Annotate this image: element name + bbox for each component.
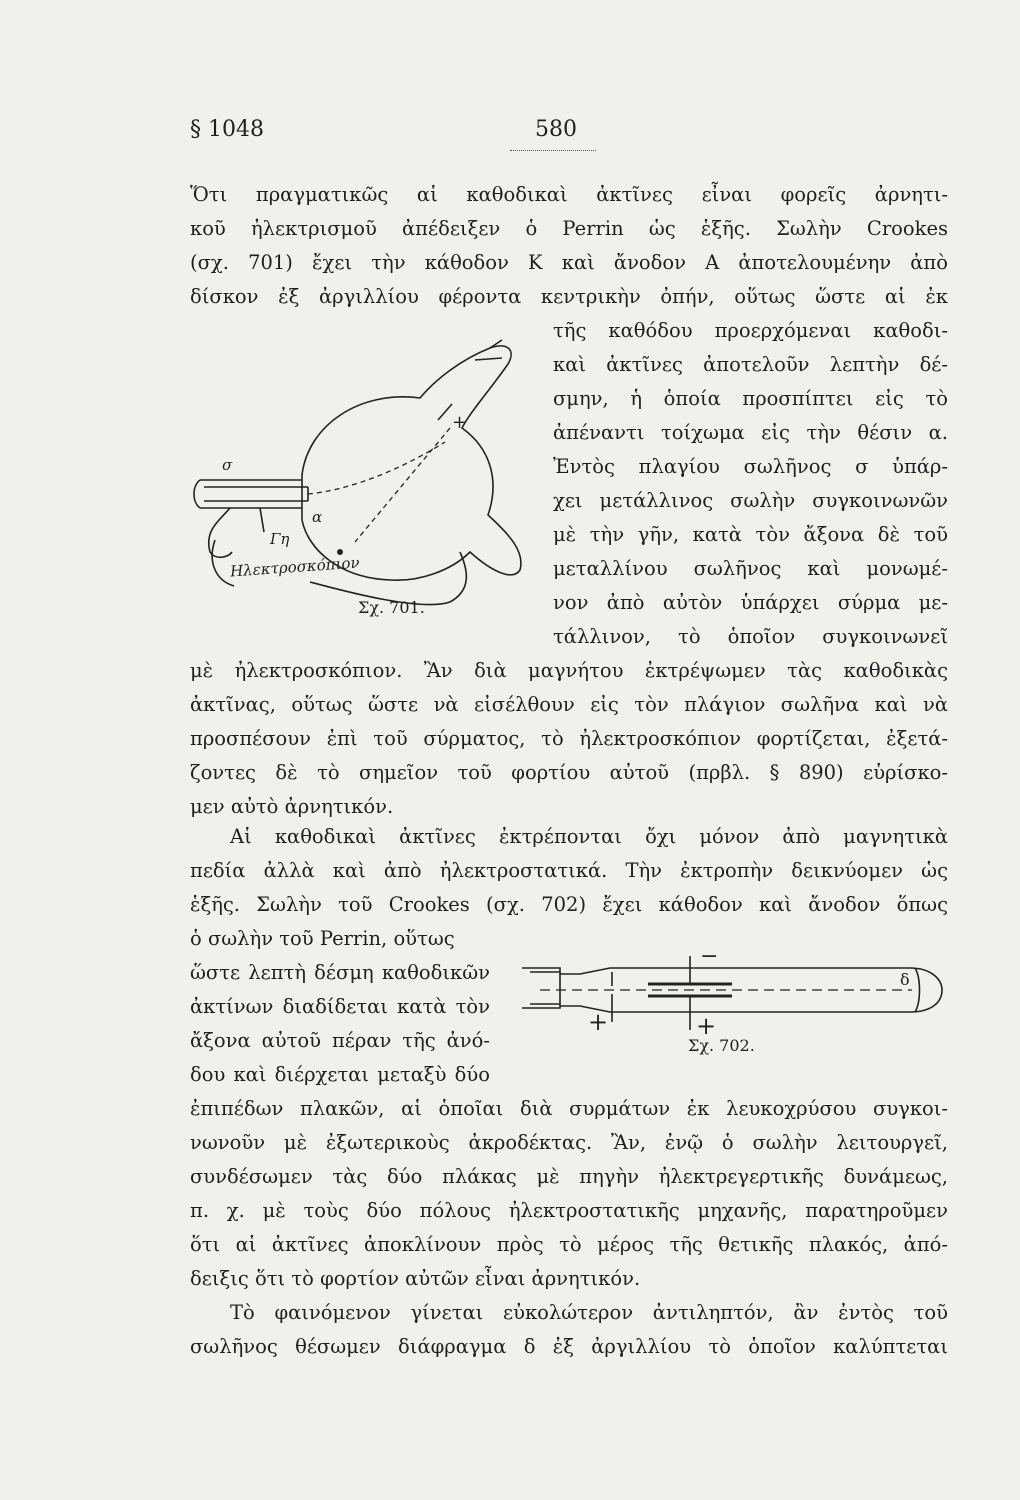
text-line: μεν αὐτὸ ἀρνητικόν.	[190, 795, 394, 818]
label-minus: −	[700, 944, 719, 969]
text-line: μεταλλίνου σωλῆνος καὶ μονωμέ-	[553, 557, 948, 580]
label-electroscope: Ηλεκτροσκόπιον	[229, 553, 361, 581]
text-line: δίσκον ἐξ ἀργιλλίου φέροντα κεντρικὴν ὀπήν, οὕτως ὥστε αἱ ἐκ	[190, 285, 948, 308]
text-line: ζοντες δὲ τὸ σημεῖον τοῦ φορτίου αὐτοῦ (πρβλ. § 890) εὑρίσκο-	[190, 761, 948, 784]
page-number: 580	[535, 117, 577, 142]
text-line: (σχ. 701) ἔχει τὴν κάθοδον Κ καὶ ἄνοδον Α ἀποτελουμένην ἀπὸ	[190, 251, 948, 274]
text-line: κοῦ ἠλεκτρισμοῦ ἀπέδειξεν ὁ Perrin ὡς ἑξῆς. Σωλὴν Crookes	[190, 217, 948, 240]
header-rule	[510, 150, 596, 151]
text-line: ἑξῆς. Σωλὴν τοῦ Crookes (σχ. 702) ἔχει κάθοδον καὶ ἄνοδον ὅπως	[190, 893, 948, 916]
label-alpha: α	[312, 508, 323, 526]
text-line: δειξις ὅτι τὸ φορτίον αὐτῶν εἶναι ἀρνητικόν.	[190, 1267, 641, 1290]
text-line: σωλῆνος θέσωμεν διάφραγμα δ ἐξ ἀργιλλίου τὸ ὁποῖον καλύπτεται	[190, 1335, 948, 1358]
text-line: συνδέσωμεν τὰς δύο πλάκας μὲ πηγὴν ἠλεκτρεγερτικῆς δυνάμεως,	[190, 1165, 948, 1188]
text-line: ὥστε λεπτὴ δέσμη καθοδικῶν	[190, 961, 490, 984]
text-line: π. χ. μὲ τοὺς δύο πόλους ἠλεκτροστατικῆς μηχανῆς, παρατηροῦμεν	[190, 1199, 948, 1222]
text-line: τῆς καθόδου προερχόμεναι καθοδι-	[553, 319, 948, 342]
figure-702-drawing	[520, 950, 950, 1040]
text-line: προσπέσουν ἐπὶ τοῦ σύρματος, τὸ ἠλεκτροσκόπιον φορτίζεται, ἐξετά-	[190, 727, 948, 750]
text-line: νον ἀπὸ αὐτὸν ὑπάρχει σύρμα με-	[553, 591, 948, 614]
text-line: ὅτι αἱ ἀκτῖνες ἀποκλίνουν πρὸς τὸ μέρος τῆς θετικῆς πλακός, ἀπό-	[190, 1233, 948, 1256]
text-line: χει μετάλλινος σωλὴν συγκοινωνῶν	[553, 489, 948, 512]
text-line: μὲ τὴν γῆν, κατὰ τὸν ἄξονα δὲ τοῦ	[553, 523, 948, 546]
figure-701	[190, 320, 545, 620]
text-line: ἀκτίνων διαδίδεται κατὰ τὸν	[190, 995, 490, 1018]
label-sigma: σ	[222, 456, 233, 474]
text-line: σμην, ἡ ὁποία προσπίπτει εἰς τὸ	[553, 387, 948, 410]
text-line: δου καὶ διέρχεται μεταξὺ δύο	[190, 1063, 490, 1086]
label-plus: +	[452, 412, 468, 433]
text-line: Ἐντὸς πλαγίου σωλῆνος σ ὑπάρ-	[553, 455, 948, 478]
section-number: § 1048	[190, 117, 264, 142]
text-line: ἄξονα αὐτοῦ πέραν τῆς ἀνό-	[190, 1029, 490, 1052]
label-plus-anode: +	[588, 1008, 609, 1036]
label-delta: δ	[900, 970, 910, 989]
figure-702	[520, 944, 950, 1060]
figure-701-caption: Σχ. 701.	[358, 598, 425, 617]
text-line: νωνοῦν μὲ ἐξωτερικοὺς ἀκροδέκτας. Ἂν, ἐνῷ ὁ σωλὴν λειτουργεῖ,	[190, 1131, 948, 1154]
text-line: Ὅτι πραγματικῶς αἱ καθοδικαὶ ἀκτῖνες εἶναι φορεῖς ἀρνητι-	[190, 183, 948, 206]
text-line: ὁ σωλὴν τοῦ Perrin, οὕτως	[190, 927, 455, 950]
text-line: καὶ ἀκτῖνες ἀποτελοῦν λεπτὴν δέ-	[553, 353, 948, 376]
text-line: Αἱ καθοδικαὶ ἀκτῖνες ἐκτρέπονται ὄχι μόνον ἀπὸ μαγνητικὰ	[230, 825, 948, 848]
text-line: τάλλινον, τὸ ὁποῖον συγκοινωνεῖ	[553, 625, 948, 648]
text-line: ἀπέναντι τοίχωμα εἰς τὴν θέσιν α.	[553, 421, 948, 444]
text-line: ἐπιπέδων πλακῶν, αἱ ὁποῖαι διὰ συρμάτων ἐκ λευκοχρύσου συγκοι-	[190, 1097, 948, 1120]
figure-702-caption: Σχ. 702.	[688, 1036, 755, 1055]
text-line: μὲ ἠλεκτροσκόπιον. Ἂν διὰ μαγνήτου ἐκτρέψωμεν τὰς καθοδικὰς	[190, 659, 948, 682]
label-gi: Γη	[270, 530, 290, 548]
label-plus-plate: +	[696, 1012, 717, 1040]
text-line: πεδία ἀλλὰ καὶ ἀπὸ ἠλεκτροστατικά. Τὴν ἐκτροπὴν δεικνύομεν ὡς	[190, 859, 948, 882]
text-line: ἀκτῖνας, οὕτως ὥστε νὰ εἰσέλθουν εἰς τὸν πλάγιον σωλῆνα καὶ νὰ	[190, 693, 948, 716]
text-line: Τὸ φαινόμενον γίνεται εὐκολώτερον ἀντιληπτόν, ἂν ἐντὸς τοῦ	[230, 1301, 948, 1324]
